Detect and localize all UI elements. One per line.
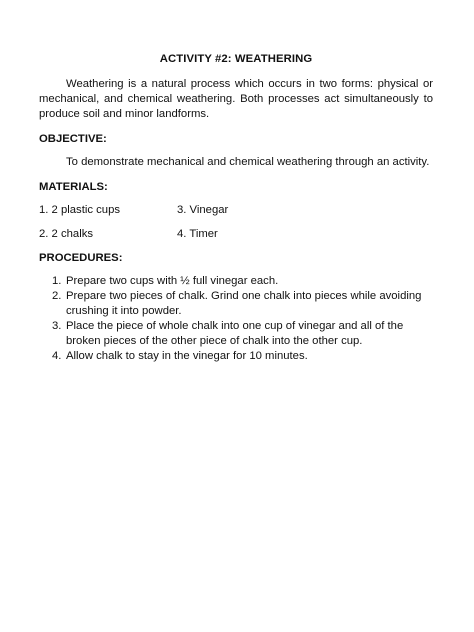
procedure-step-text: Place the piece of whole chalk into one cup of vinegar and all of the broken pieces of the other piece of chalk into the other cup. — [66, 320, 404, 347]
procedure-step-number: 4. — [52, 350, 62, 362]
objective-text: To demonstrate mechanical and chemical weathering through an activity. — [66, 156, 430, 168]
document-title: ACTIVITY #2: WEATHERING — [159, 53, 313, 65]
procedure-step — [52, 319, 433, 349]
material-item: 2. 2 chalks — [39, 228, 94, 240]
procedure-step — [52, 274, 433, 289]
procedure-step-number: 1. — [52, 275, 62, 287]
intro-paragraph: Weathering is a natural process which occurs in two forms: physical or mechanical, and chemical weathering. Both processes act simultaneously to produce soil and minor landforms. — [39, 78, 433, 120]
materials-heading: MATERIALS: — [39, 181, 108, 193]
procedure-step — [52, 289, 433, 319]
procedure-step-text: Prepare two cups with ½ full vinegar each. — [66, 275, 279, 287]
procedure-step-number: 3. — [52, 320, 62, 332]
material-item: 4. Timer — [177, 228, 218, 240]
procedure-step — [52, 349, 433, 364]
procedures-heading: PROCEDURES: — [39, 252, 123, 264]
procedure-step-text: Prepare two pieces of chalk. Grind one chalk into pieces while avoiding crushing it into powder. — [66, 290, 422, 317]
procedure-step-number: 2. — [52, 290, 62, 302]
document-page — [39, 52, 433, 364]
objective-heading: OBJECTIVE: — [39, 133, 107, 145]
materials-list — [39, 203, 433, 242]
material-item: 3. Vinegar — [177, 204, 229, 216]
material-item: 1. 2 plastic cups — [39, 204, 121, 216]
procedure-step-text: Allow chalk to stay in the vinegar for 10 minutes. — [66, 350, 308, 362]
procedures-list — [39, 274, 433, 364]
